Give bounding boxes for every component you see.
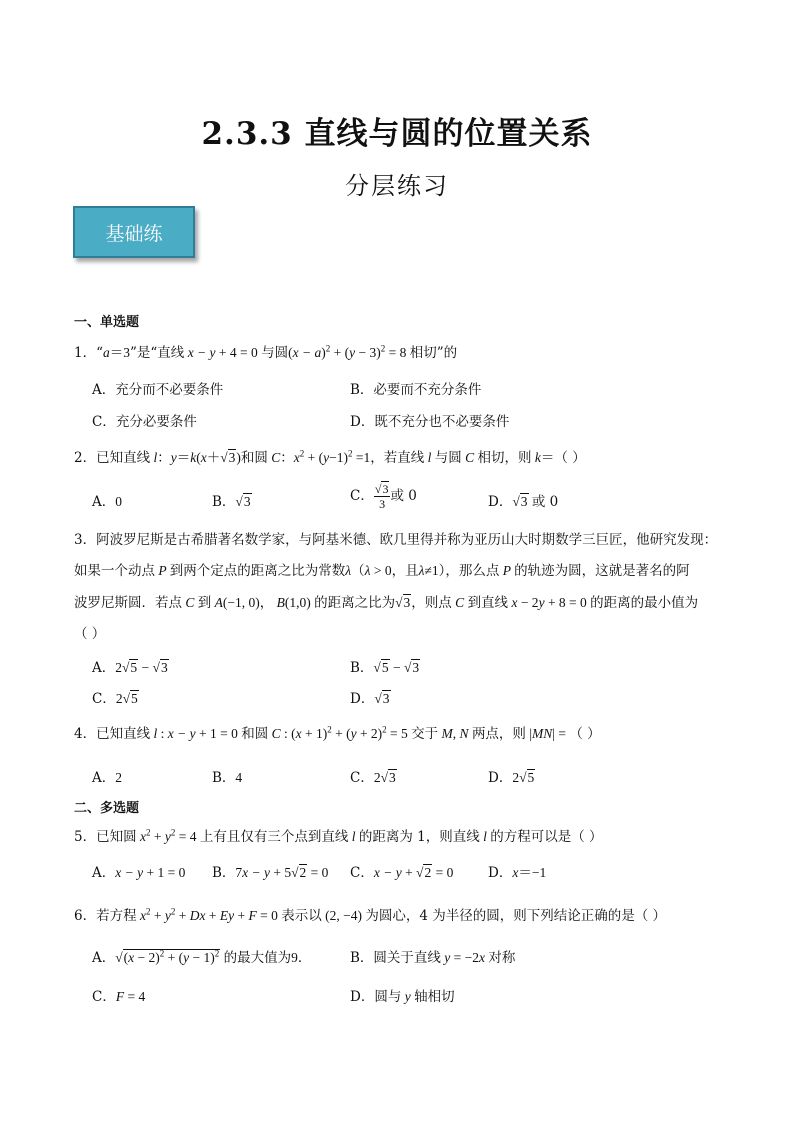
question-1: 1．“a＝3”是“直线 x − y + 4 = 0 与圆$(x - a)^2 + (y - 3)^2 = 8$ 相切”的 <box>74 343 458 361</box>
q4-option-d: D．2√5 <box>488 770 535 786</box>
q2-option-b: B．√3 <box>212 494 251 510</box>
question-4: 4．已知直线 l : x − y + 1 = 0 和圆 C : $(x + 1)^2 + (y + 2)^2 = 5$ 交于 M, N 两点，则 |MN| = （ ） <box>74 724 601 742</box>
q4-option-b: B．4 <box>212 770 243 786</box>
q4-option-c: C．2√3 <box>350 770 396 786</box>
q2-option-d: D．√3 或 0 <box>488 494 559 510</box>
question-5: 5．已知圆 $x^2 + y^2 = 4$ 上有且仅有三个点到直线 l 的距离为 1，则直线 l 的方程可以是（ ） <box>74 827 603 845</box>
page-subtitle: 分层练习 <box>345 172 449 200</box>
question-2: 2．已知直线 l：y＝k(x＋√3)和圆 C：$x^2 + (y-1)^2 =1$，若直线 l 与圆 C 相切，则 k＝（ ） <box>74 448 586 466</box>
section-heading-multi: 二、多选题 <box>74 801 140 816</box>
q3-option-b: B．√5 − √3 <box>350 660 420 676</box>
q6-option-b: B．圆关于直线 y = −2x 对称 <box>350 950 516 966</box>
q2-option-c: C． $\frac{√3}{3}$ 或 0 <box>350 482 417 511</box>
page-title: 2.3.3 直线与圆的位置关系 <box>201 116 593 152</box>
q3-option-a: A．2√5 − √3 <box>92 660 168 676</box>
q3-option-d: D．√3 <box>350 691 390 707</box>
q3-option-c: C．2√5 <box>92 691 138 707</box>
question-6: 6．若方程 $x^2 + y^2 + Dx + Ey + F = 0$ 表示以 (2, −4) 为圆心，4 为半径的圆，则下列结论正确的是（ ） <box>74 906 666 924</box>
question-3-line-1: 3．阿波罗尼斯是古希腊著名数学家，与阿基米德、欧几里得并称为亚历山大时期数学三巨匠，他研究发现： <box>74 532 718 548</box>
q1-option-d: D．既不充分也不必要条件 <box>350 414 510 430</box>
question-3-line-3: 波罗尼斯圆．若点 C 到 A(−1, 0)， B(1,0) 的距离之比为√3，则点 C 到直线 x − 2y + 8 = 0 的距离的最小值为 <box>74 595 699 611</box>
section-heading-single: 一、单选题 <box>74 315 140 330</box>
q2-option-a: A．0 <box>92 494 122 510</box>
q1-option-a: A．充分而不必要条件 <box>92 382 224 398</box>
q5-option-a: A．x − y + 1 = 0 <box>92 865 186 881</box>
q5-option-c: C．x − y + √2 = 0 <box>350 865 454 881</box>
q5-option-b: B．7x − y + 5√2 = 0 <box>212 865 329 881</box>
question-3-line-2: 如果一个动点 P 到两个定点的距离之比为常数λ（λ > 0，且λ≠1），那么点 P 的轨迹为圆，这就是著名的阿 <box>74 563 690 579</box>
q5-option-d: D．x＝−1 <box>488 865 547 881</box>
section-badge: 基础练 <box>73 206 195 258</box>
question-3-line-4: （ ） <box>74 626 106 642</box>
q1-option-b: B．必要而不充分条件 <box>350 382 482 398</box>
q1-option-c: C．充分必要条件 <box>92 414 197 430</box>
q6-option-d: D．圆与 y 轴相切 <box>350 989 455 1005</box>
q6-option-a: A．$√(x - 2)^2 + (y - 1)^2$ 的最大值为9． <box>92 948 312 966</box>
q4-option-a: A．2 <box>92 770 122 786</box>
q6-option-c: C．F = 4 <box>92 989 146 1005</box>
